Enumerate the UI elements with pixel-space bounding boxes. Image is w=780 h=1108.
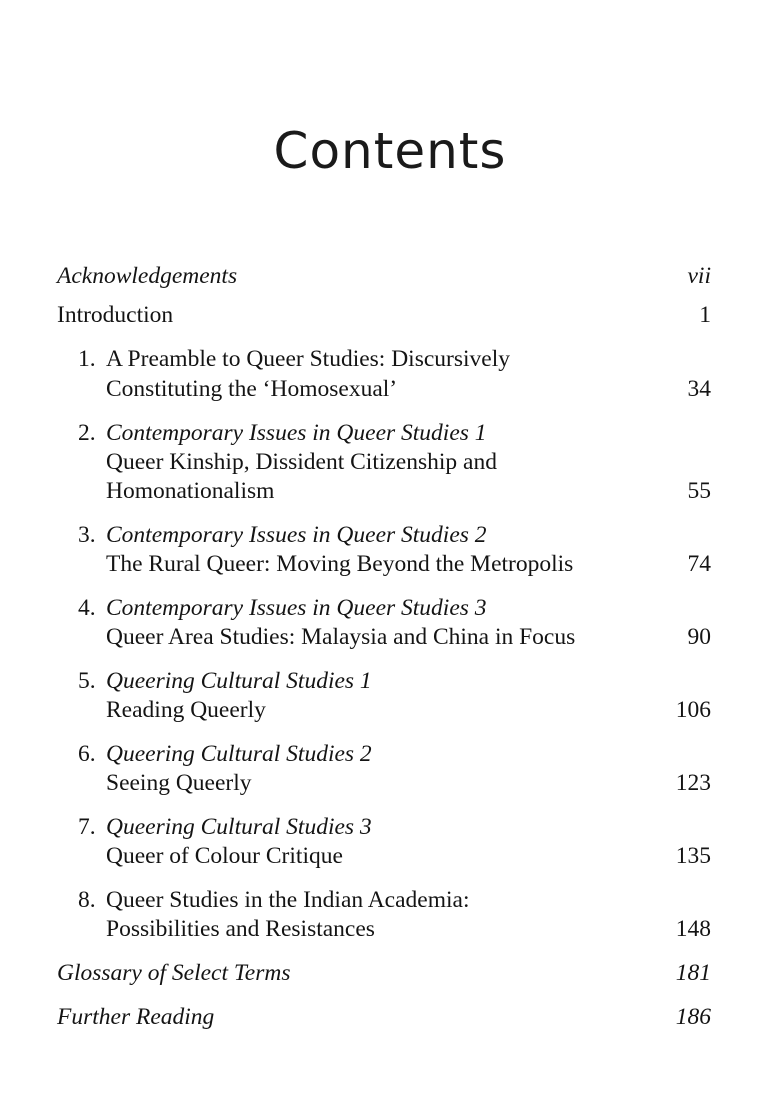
chapter-title-line: Homonationalism [106, 478, 275, 504]
chapter-title-line: Queer Kinship, Dissident Citizenship and [106, 449, 497, 475]
page-title: Contents [273, 122, 507, 180]
chapter-number: 5. [78, 668, 96, 694]
chapter-title-line: Constituting the ‘Homosexual’ [106, 376, 398, 402]
toc-entry-label: Acknowledgements [57, 263, 238, 289]
chapter-title-line: Possibilities and Resistances [106, 916, 375, 942]
toc-page-number: 1 [699, 302, 711, 328]
chapter-section-title: Queering Cultural Studies 1 [106, 668, 372, 694]
chapter-number: 2. [78, 420, 96, 446]
chapter-number: 8. [78, 887, 96, 913]
chapter-title-line: Queer Area Studies: Malaysia and China in Focus [106, 624, 576, 650]
toc-page-number: 186 [675, 1004, 711, 1030]
chapter-number: 3. [78, 522, 96, 548]
chapter-title-line: Seeing Queerly [106, 770, 252, 796]
toc-page-number: 106 [675, 697, 711, 723]
chapter-section-title: Queering Cultural Studies 2 [106, 741, 372, 767]
chapter-title-line: Queer Studies in the Indian Academia: [106, 887, 470, 913]
toc-page-number: vii [687, 263, 711, 289]
chapter-section-title: Contemporary Issues in Queer Studies 2 [106, 522, 487, 548]
chapter-number: 7. [78, 814, 96, 840]
chapter-number: 1. [78, 346, 96, 372]
chapter-section-title: Queering Cultural Studies 3 [106, 814, 372, 840]
toc-page-number: 74 [687, 551, 711, 577]
toc-entry-label: Introduction [57, 302, 174, 328]
toc-entry-label: Glossary of Select Terms [57, 960, 291, 986]
chapter-title-line: Reading Queerly [106, 697, 266, 723]
toc-page-number: 148 [675, 916, 711, 942]
chapter-title-line: Queer of Colour Critique [106, 843, 343, 869]
toc-page-number: 123 [675, 770, 711, 796]
toc-page-number: 55 [687, 478, 711, 504]
chapter-title-line: The Rural Queer: Moving Beyond the Metropolis [106, 551, 574, 577]
chapter-section-title: Contemporary Issues in Queer Studies 3 [106, 595, 487, 621]
chapter-number: 6. [78, 741, 96, 767]
chapter-title-line: A Preamble to Queer Studies: Discursively [106, 346, 510, 372]
toc-page-number: 135 [675, 843, 711, 869]
toc-page-number: 34 [687, 376, 711, 402]
chapter-section-title: Contemporary Issues in Queer Studies 1 [106, 420, 487, 446]
toc-page-number: 181 [675, 960, 711, 986]
toc-entry-label: Further Reading [57, 1004, 215, 1030]
chapter-number: 4. [78, 595, 96, 621]
toc-page-number: 90 [687, 624, 711, 650]
